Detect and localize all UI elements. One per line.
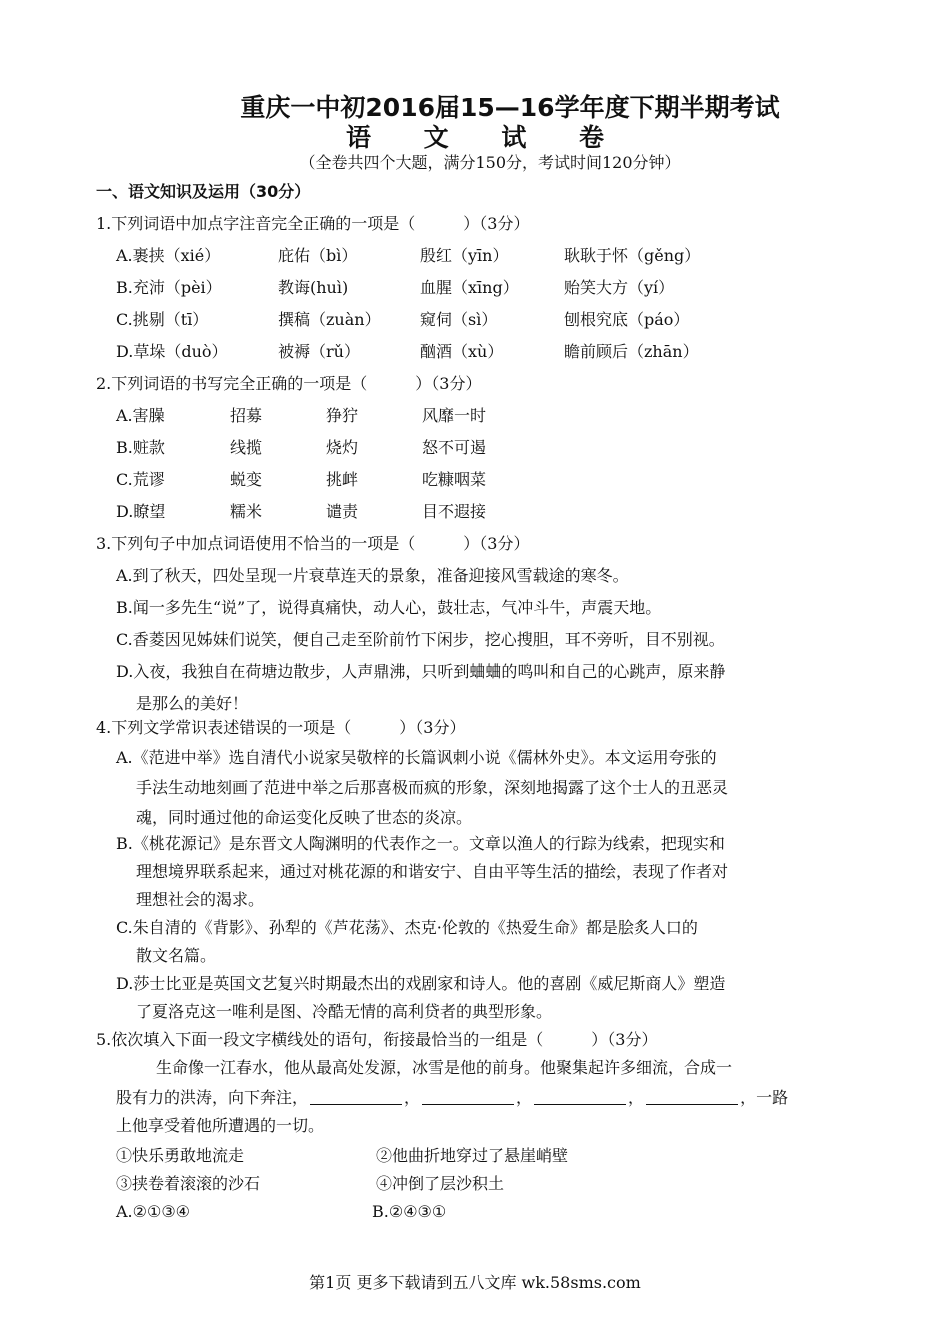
q1-a2: 庇佑（bì） — [278, 246, 358, 265]
q4-stem: 4.下列文学常识表述错误的一项是（ ）（3分） — [96, 718, 466, 737]
q1-b4: 贻笑大方（yí） — [564, 278, 675, 297]
q5-item-2: ②他曲折地穿过了悬崖峭壁 — [376, 1146, 569, 1165]
q2-a3: 狰狞 — [326, 406, 359, 425]
q3-option-b: B.闻一多先生“说”了，说得真痛快，动人心，鼓壮志，气冲斗牛，声震天地。 — [116, 598, 662, 617]
section-heading: 一、语文知识及运用（30分） — [96, 182, 311, 201]
q1-b2: 教诲(huì) — [278, 278, 349, 297]
q5-passage-line-3: 上他享受着他所遭遇的一切。 — [116, 1116, 325, 1135]
q1-d1: D.草垛（duò） — [116, 342, 228, 361]
q3-option-a: A.到了秋天，四处呈现一片衰草连天的景象，准备迎接风雪载途的寒冬。 — [116, 566, 629, 585]
q4-line-3: 魂，同时通过他的命运变化反映了世态的炎凉。 — [136, 808, 473, 827]
exam-note: （全卷共四个大题，满分150分，考试时间120分钟） — [299, 153, 681, 172]
q2-c2: 蜕变 — [230, 470, 263, 489]
q1-stem: 1.下列词语中加点字注音完全正确的一项是（ ）（3分） — [96, 214, 530, 233]
q4-line-1: A.《范进中举》选自清代小说家吴敬梓的长篇讽刺小说《儒林外史》。本文运用夸张的 — [116, 748, 717, 767]
q4-line-9: D.莎士比亚是英国文艺复兴时期最杰出的戏剧家和诗人。他的喜剧《威尼斯商人》塑造 — [116, 974, 726, 993]
q1-b3: 血腥（xīng） — [420, 278, 519, 297]
q5-blank-1 — [310, 1088, 402, 1105]
q1-c2: 撰稿（zuàn） — [278, 310, 381, 329]
q3-option-d: D.入夜，我独自在荷塘边散步，人声鼎沸，只听到蛐蛐的鸣叫和自己的心跳声，原来静 — [116, 662, 726, 681]
q5-passage-line-1: 生命像一江春水，他从最高处发源，冰雪是他的前身。他聚集起许多细流，合成一 — [156, 1058, 733, 1077]
q4-line-10: 了夏洛克这一唯利是图、冷酷无情的高利贷者的典型形象。 — [136, 1002, 553, 1021]
q1-c4: 刨根究底（páo） — [564, 310, 690, 329]
q2-a1: A.害臊 — [116, 406, 165, 425]
q4-line-8: 散文名篇。 — [136, 946, 217, 965]
q5-blank-3 — [534, 1088, 626, 1105]
q1-a3: 殷红（yīn） — [420, 246, 509, 265]
q5-choice-a: A.②①③④ — [116, 1202, 191, 1221]
q1-d4: 瞻前顾后（zhān） — [564, 342, 699, 361]
q3-stem: 3.下列句子中加点词语使用不恰当的一项是（ ）（3分） — [96, 534, 530, 553]
q4-line-5: 理想境界联系起来，通过对桃花源的和谐安宁、自由平等生活的描绘，表现了作者对 — [136, 862, 729, 881]
page-footer: 第1页 更多下载请到五八文库 wk.58sms.com — [309, 1273, 641, 1292]
q5-item-4: ④冲倒了层沙积土 — [376, 1174, 505, 1193]
q5-item-3: ③挟卷着滚滚的沙石 — [116, 1174, 261, 1193]
q3-option-d-cont: 是那么的美好！ — [136, 694, 249, 713]
q2-c3: 挑衅 — [326, 470, 359, 489]
q2-d4: 目不遐接 — [422, 502, 487, 521]
q1-b1: B.充沛（pèi） — [116, 278, 222, 297]
q2-d3: 谴责 — [326, 502, 359, 521]
q2-d1: D.瞭望 — [116, 502, 166, 521]
q5-passage-line-2 — [116, 1088, 788, 1108]
q5-blank-4 — [646, 1088, 738, 1105]
q5-stem: 5.依次填入下面一段文字横线处的语句，衔接最恰当的一组是（ ）（3分） — [96, 1030, 658, 1049]
q1-c1: C.挑剔（tī） — [116, 310, 209, 329]
q1-a4: 耿耿于怀（gěng） — [564, 246, 701, 265]
q1-d3: 酗酒（xù） — [420, 342, 504, 361]
q2-c4: 吃糠咽菜 — [422, 470, 487, 489]
q5-passage-end: ，一路 — [740, 1088, 789, 1107]
q5-passage-start: 股有力的洪涛，向下奔注， — [116, 1088, 309, 1107]
q2-c1: C.荒谬 — [116, 470, 165, 489]
q5-choice-b: B.②④③① — [372, 1202, 447, 1221]
q4-line-6: 理想社会的渴求。 — [136, 890, 265, 909]
q5-sep-2: ， — [516, 1088, 533, 1107]
q5-sep-3: ， — [628, 1088, 645, 1107]
exam-title: 重庆一中初2016届15—16学年度下期半期考试 — [240, 93, 780, 122]
q5-item-1: ①快乐勇敢地流走 — [116, 1146, 245, 1165]
q2-d2: 糯米 — [230, 502, 263, 521]
q5-blank-2 — [422, 1088, 514, 1105]
q4-line-2: 手法生动地刻画了范进中举之后那喜极而疯的形象，深刻地揭露了这个士人的丑恶灵 — [136, 778, 729, 797]
q1-a1: A.裹挟（xié） — [116, 246, 221, 265]
q2-b2: 线揽 — [230, 438, 263, 457]
q1-c3: 窥伺（sì） — [420, 310, 498, 329]
q4-line-4: B.《桃花源记》是东晋文人陶渊明的代表作之一。文章以渔人的行踪为线索，把现实和 — [116, 834, 725, 853]
q2-stem: 2.下列词语的书写完全正确的一项是（ ）（3分） — [96, 374, 482, 393]
exam-subtitle: 语 文 试 卷 — [345, 123, 627, 152]
q5-sep-1: ， — [404, 1088, 421, 1107]
q1-d2: 被褥（rǔ） — [278, 342, 360, 361]
q2-b3: 烧灼 — [326, 438, 359, 457]
q4-line-7: C.朱自清的《背影》、孙犁的《芦花荡》、杰克·伦敦的《热爱生命》都是脍炙人口的 — [116, 918, 698, 937]
q2-b1: B.赃款 — [116, 438, 165, 457]
q2-a2: 招募 — [230, 406, 263, 425]
q3-option-c: C.香菱因见姊妹们说笑，便自己走至阶前竹下闲步，挖心搜胆，耳不旁听，目不别视。 — [116, 630, 725, 649]
q2-a4: 风靡一时 — [422, 406, 487, 425]
q2-b4: 怒不可遏 — [422, 438, 487, 457]
